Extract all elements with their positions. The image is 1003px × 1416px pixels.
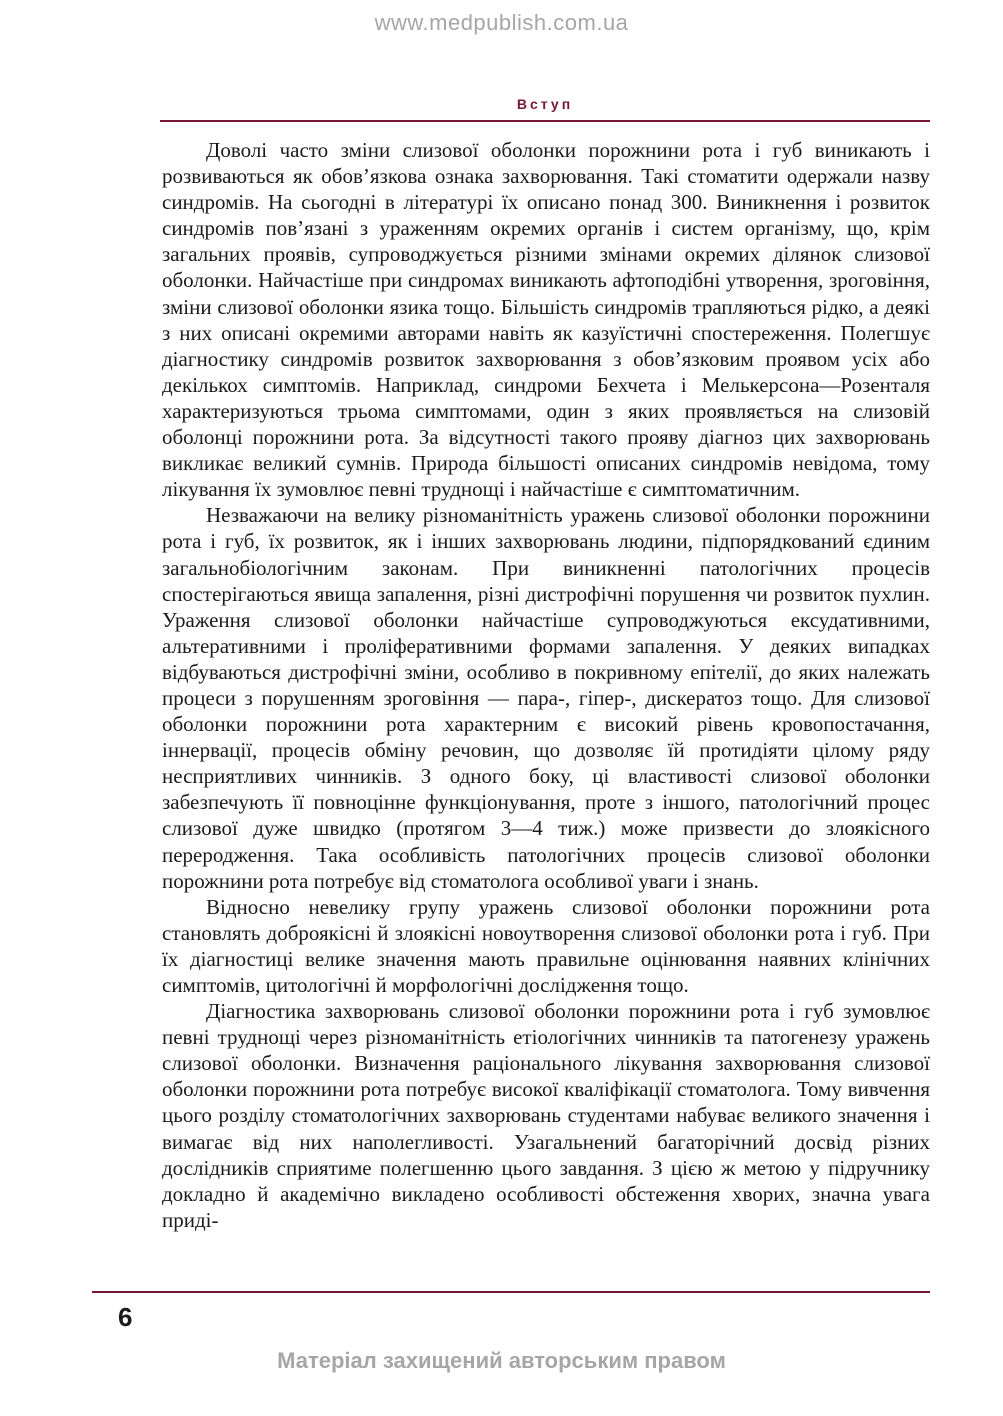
body-text [162,137,930,1233]
paragraph-3: Відносно невелику групу уражень слизової оболонки порожнини рота становлять доброякісні й злоякісні новоутворення слизової оболонки рота і губ. При їх діагностиці велике значення мають правильне оцінювання наявних клінічних симптомів, цитологічні й морфологічні дослідження тощо. [162,894,930,997]
watermark-copyright: Матеріал захищений авторським правом [277,1348,726,1373]
header-rule [160,120,930,122]
running-title: Вступ [516,96,574,112]
paragraph-2: Незважаючи на велику різноманітність уражень слизової оболонки порожнини рота і губ, їх розвиток, як і інших захворювань людини, підпорядкований єдиним загальнобіологічним законам. При виникненні патологічних процесів спостерігаються явища запалення, різні дистрофічні порушення чи розвиток пухлин. Ураження слизової оболонки найчастіше супроводжуються ексудативними, альтеративними і проліферативними формами запалення. У деяких випадках відбуваються дистрофічні зміни, особливо в покривному епітелії, до яких належать процеси з порушенням зроговіння — пара-, гіпер-, дискератоз тощо. Для слизової оболонки порожнини рота характерним є високий рівень кровопостачання, іннервації, процесів обміну речовин, що дозволяє їй протидіяти цілому ряду несприятливих чинників. З одного боку, ці властивості слизової оболонки забезпечують її повноцінне функціонування, проте з іншого, патологічний процес слизової дуже швидко (протягом 3—4 тиж.) може призвести до злоякісного переродження. Така особливість патологічних процесів слизової оболонки порожнини рота потребує від стоматолога особливої уваги і знань. [162,503,930,893]
watermark-url: www.medpublish.com.ua [374,10,629,35]
footer-rule [92,1291,930,1293]
paragraph-4: Діагностика захворювань слизової оболонки порожнини рота і губ зумовлює певні труднощі через різноманітність етіологічних чинників та патогенезу уражень слизової оболонки. Визначення раціонального лікування захворювання слизової оболонки порожнини рота потребує високої кваліфікації стоматолога. Тому вивчення цього розділу стоматологічних захворювань студентами набуває великого значення і вимагає від них наполегливості. Узагальнений багаторічний досвід різних дослідників сприятиме полегшенню цього завдання. З цією ж метою у підручнику докладно й академічно викладено особливості обстеження хворих, значна увага приді- [162,999,930,1232]
paragraph-1: Доволі часто зміни слизової оболонки порожнини рота і губ виникають і розвиваються як обов’язкова ознака захворювання. Такі стоматити одержали назву синдромів. На сьогодні в літературі їх описано понад 300. Виникнення і розвиток синдромів пов’язані з ураженням окремих органів і систем організму, що, крім загальних проявів, супроводжується різними змінами окремих ділянок слизової оболонки. Найчастіше при синдромах виникають афтоподібні утворення, зроговіння, зміни слизової оболонки язика тощо. Більшість синдромів трапляються рідко, а деякі з них описані окремими авторами навіть як казуїстичні спостереження. Полегшує діагностику синдромів розвиток захворювання з обов’язковим проявом усіх або декількох симптомів. Наприклад, синдроми Бехчета і Мелькерсона—Розенталя характеризуються трьома симптомами, один з яких проявляється на слизовій оболонці порожнини рота. За відсутності такого прояву діагноз цих захворювань викликає великий сумнів. Природа більшості описаних синдромів невідома, тому лікування їх зумовлює певні труднощі і найчастіше є симптоматичним. [162,138,930,502]
page-number: 6 [118,1302,133,1332]
